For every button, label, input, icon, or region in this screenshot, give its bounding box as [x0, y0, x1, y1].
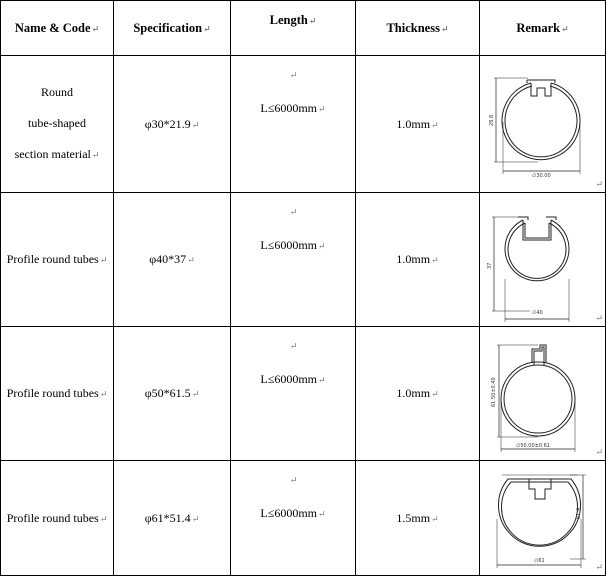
name-cell: Profile round tubes↵ — [1, 193, 114, 327]
table-row — [1, 193, 606, 327]
table-row — [1, 327, 606, 461]
length-cell: ↵ L≤6000mm↵ — [231, 327, 356, 461]
remark-cell: 37 ∅40 ↵ — [480, 193, 606, 327]
length-cell: ↵ L≤6000mm↵ — [231, 56, 356, 193]
name-line: tube-shaped — [28, 116, 86, 130]
thickness-cell: 1.0mm↵ — [356, 56, 480, 193]
specification-cell: φ50*61.5↵ — [114, 327, 231, 461]
specification-cell: φ30*21.9↵ — [114, 56, 231, 193]
header-specification: Specification↵ — [114, 1, 231, 56]
name-cell: Profile round tubes↵ — [1, 461, 114, 576]
header-row — [1, 1, 606, 56]
table-row — [1, 56, 606, 193]
specification-cell: φ40*37↵ — [114, 193, 231, 327]
name-line: Round — [40, 85, 73, 99]
width-dimension-label: ∅61 — [534, 558, 545, 564]
height-dimension-label: 28.8 — [489, 114, 495, 126]
profile-drawing — [480, 327, 605, 461]
profile-drawing — [480, 193, 605, 327]
profile-drawing — [480, 56, 605, 193]
height-dimension-label: 61.50±0.40 — [491, 377, 497, 407]
width-dimension-label: ∅40 — [532, 310, 543, 316]
height-dimension-label: 51.4 — [576, 507, 582, 519]
length-cell: ↵ L≤6000mm↵ — [231, 461, 356, 576]
name-cell — [1, 56, 114, 193]
header-remark: Remark↵ — [480, 1, 606, 56]
width-dimension-label: ∅30.00 — [532, 173, 551, 179]
header-thickness: Thickness↵ — [356, 1, 480, 56]
profile-drawing — [480, 461, 605, 576]
remark-cell: 28.8 ∅30.00 ↵ — [480, 56, 606, 193]
height-dimension-label: 37 — [487, 262, 493, 269]
thickness-cell: 1.0mm↵ — [356, 327, 480, 461]
thickness-cell: 1.5mm↵ — [356, 461, 480, 576]
remark-cell: 51.4 ∅61 ↵ — [480, 461, 606, 576]
table-row — [1, 461, 606, 576]
width-dimension-label: ∅50.00±0.61 — [516, 443, 550, 449]
remark-cell: 61.50±0.40 ∅50.00±0.61 ↵ — [480, 327, 606, 461]
header-name-code: Name & Code↵ — [1, 1, 114, 56]
name-line: section material↵ — [14, 147, 100, 161]
specification-cell: φ61*51.4↵ — [114, 461, 231, 576]
header-length: Length↵ — [231, 1, 356, 56]
name-cell: Profile round tubes↵ — [1, 327, 114, 461]
thickness-cell: 1.0mm↵ — [356, 193, 480, 327]
length-cell: ↵ L≤6000mm↵ — [231, 193, 356, 327]
